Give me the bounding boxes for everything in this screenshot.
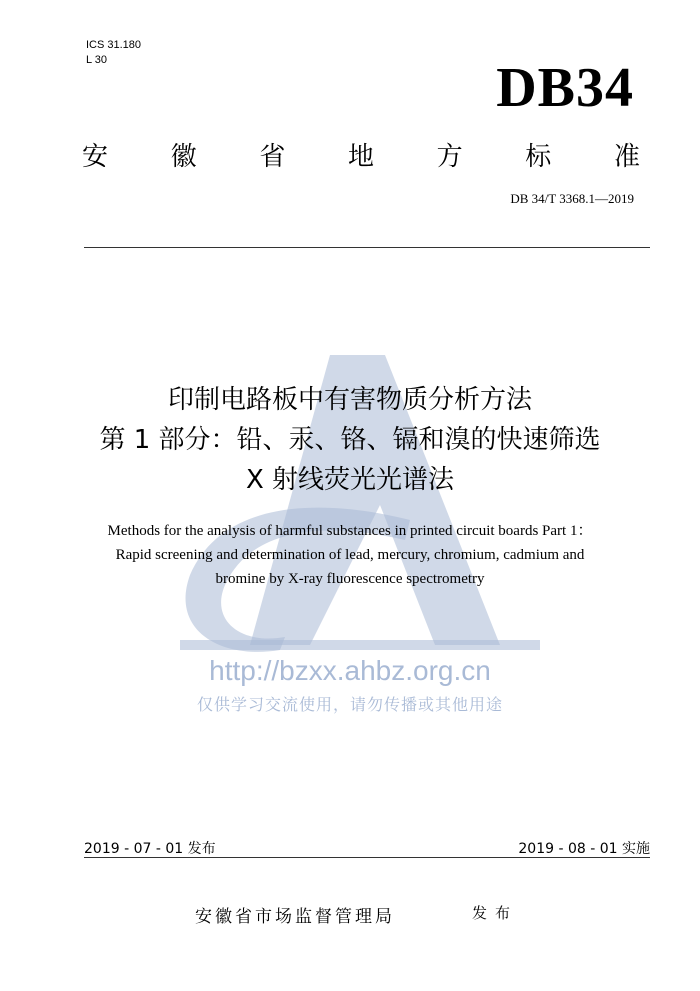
title-en-line3: bromine by X-ray fluorescence spectrometry <box>215 571 485 587</box>
standard-type-char: 地 <box>347 141 374 172</box>
title-zh-line1: 印制电路板中有害物质分析方法 <box>167 385 532 415</box>
issue-word: 发布 <box>472 904 519 922</box>
implement-date: 2019 - 08 - 01 实施 <box>518 841 650 857</box>
standard-type-char: 徽 <box>170 141 197 172</box>
issuer: 安徽省市场监督管理局 <box>195 907 395 927</box>
title-en-line2: Rapid screening and determination of lead, mercury, chromium, cadmium and <box>115 547 585 563</box>
standard-type-char: 方 <box>436 141 463 172</box>
db-logo: DB34 <box>496 57 634 119</box>
ics-code: ICS 31.180 <box>86 39 142 51</box>
standard-type-char: 标 <box>525 141 552 172</box>
classification-codes <box>86 38 141 68</box>
standard-type-char: 省 <box>259 141 286 172</box>
standard-number: DB 34/T 3368.1—2019 <box>510 191 634 206</box>
standard-type-char: 安 <box>82 141 109 172</box>
standard-type-char: 准 <box>613 141 640 172</box>
standard-type <box>82 136 640 172</box>
publish-date: 2019 - 07 - 01 发布 <box>84 841 216 857</box>
footer-divider <box>84 857 650 858</box>
title-zh-line2: 第 1 部分：铅、汞、铬、镉和溴的快速筛选 <box>99 425 601 455</box>
ccs-code: L 30 <box>86 54 108 66</box>
title-en-line1: Methods for the analysis of harmful substances in printed circuit boards Part 1： <box>107 523 593 539</box>
watermark-note: 仅供学习交流使用，请勿传播或其他用途 <box>196 695 503 714</box>
watermark-url: http://bzxx.ahbz.org.cn <box>209 655 491 686</box>
header-divider <box>84 247 650 248</box>
title-zh-line3: X 射线荧光光谱法 <box>245 465 455 495</box>
